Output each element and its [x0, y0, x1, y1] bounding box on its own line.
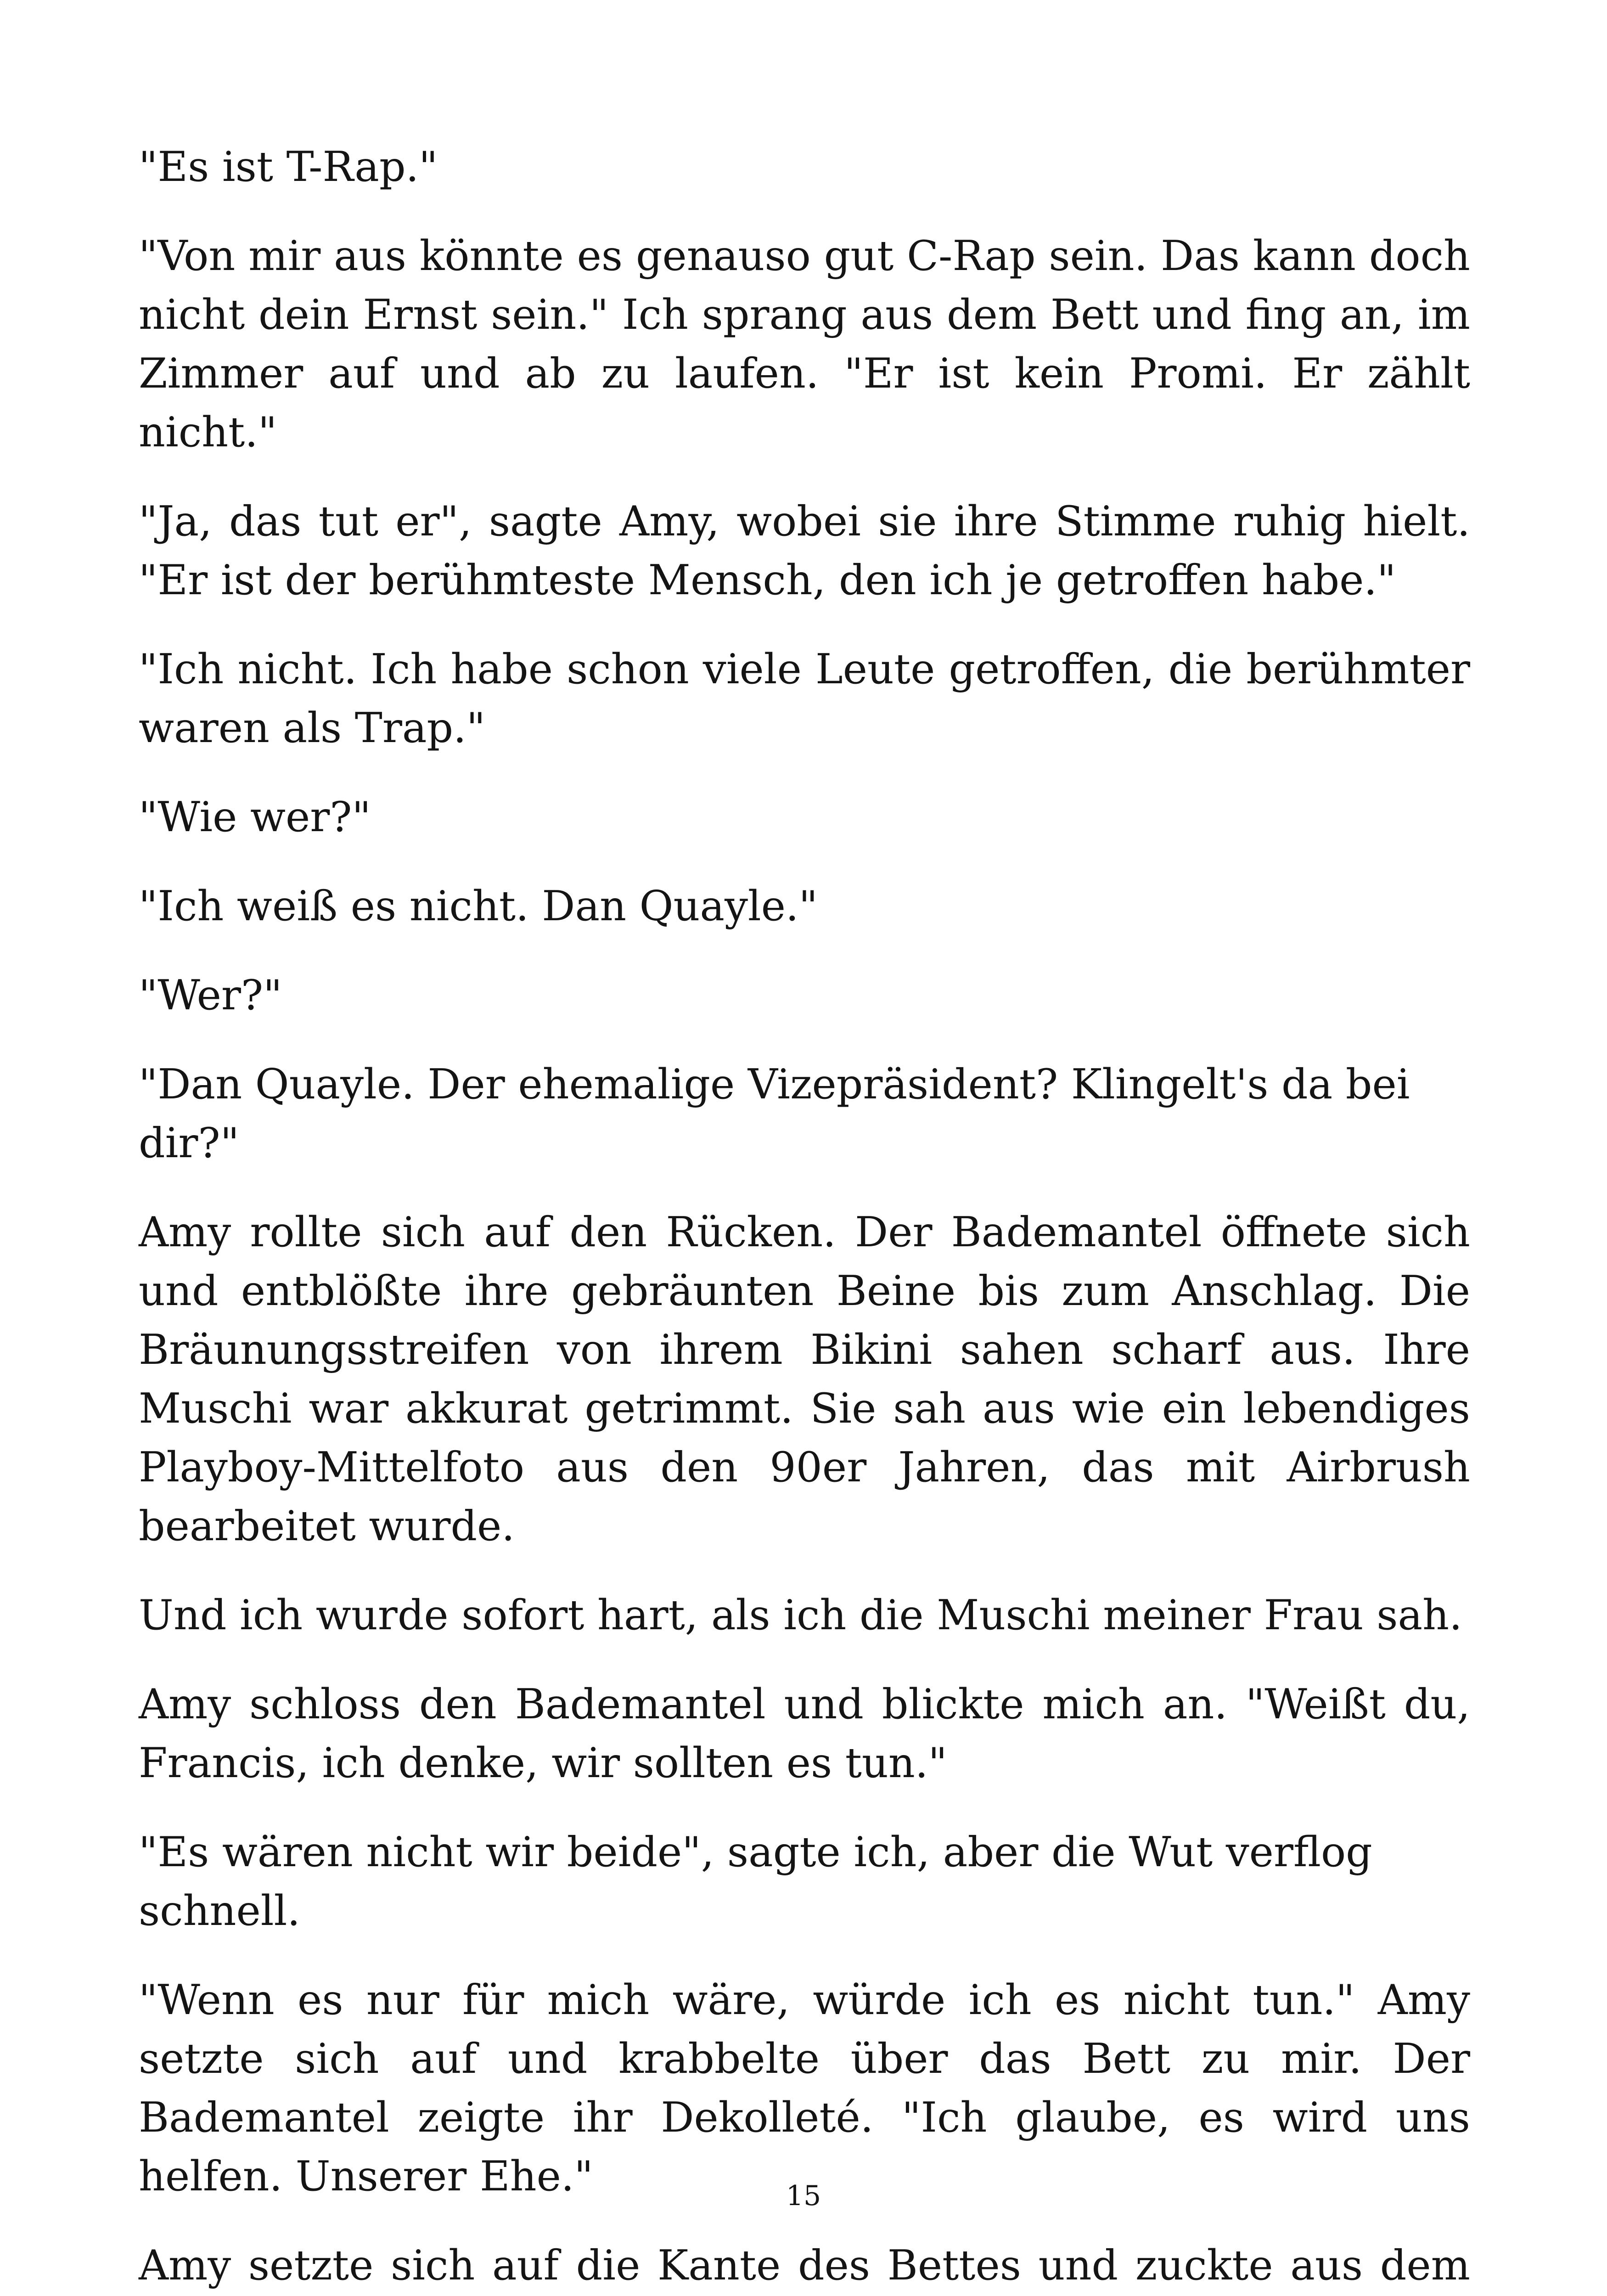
paragraph: "Ja, das tut er", sagte Amy, wobei sie ihre Stimme ruhig hielt. "Er ist der berühmteste Mensch, den ich je getroffen habe." — [139, 497, 1470, 604]
body-text — [139, 138, 1470, 2296]
page-number: 15 — [786, 2180, 821, 2212]
paragraph: "Von mir aus könnte es genauso gut C-Rap sein. Das kann doch nicht dein Ernst sein." Ich sprang aus dem Bett und fing an, im Zimmer auf und ab zu laufen. "Er ist kein Promi. Er zählt nicht." — [139, 232, 1470, 456]
paragraph: "Wer?" — [139, 971, 282, 1019]
paragraph: Amy rollte sich auf den Rücken. Der Bademantel öffnete sich und entblößte ihre gebräunten Beine bis zum Anschlag. Die Bräunungsstreifen von ihrem Bikini sahen scharf aus. Ihre Muschi war akkurat getrimmt. Sie sah aus wie ein lebendiges Playboy-Mittelfoto aus den 90er Jahren, das mit Airbrush bearbeitet wurde. — [139, 1208, 1470, 1550]
paragraph: "Ich nicht. Ich habe schon viele Leute getroffen, die berühmter waren als Trap." — [139, 645, 1470, 752]
paragraph: "Es ist T-Rap." — [139, 143, 438, 191]
paragraph: Und ich wurde sofort hart, als ich die Muschi meiner Frau sah. — [139, 1591, 1462, 1639]
paragraph: "Es wären nicht wir beide", sagte ich, aber die Wut verflog schnell. — [139, 1828, 1372, 1935]
paragraph: Amy setzte sich auf die Kante des Bettes und zuckte aus dem — [139, 2241, 1470, 2290]
paragraph: "Wie wer?" — [139, 793, 371, 841]
paragraph: "Wenn es nur für mich wäre, würde ich es nicht tun." Amy setzte sich auf und krabbelte über das Bett zu mir. Der Bademantel zeigte ihr Dekolleté. "Ich glaube, es wird uns helfen. Unserer Ehe." — [139, 1976, 1470, 2200]
paragraph: Amy schloss den Bademantel und blickte mich an. "Weißt du, Francis, ich denke, wir sollten es tun." — [139, 1680, 1470, 1787]
paragraph: "Ich weiß es nicht. Dan Quayle." — [139, 882, 818, 930]
paragraph: "Dan Quayle. Der ehemalige Vizepräsident? Klingelt's da bei dir?" — [139, 1060, 1410, 1167]
